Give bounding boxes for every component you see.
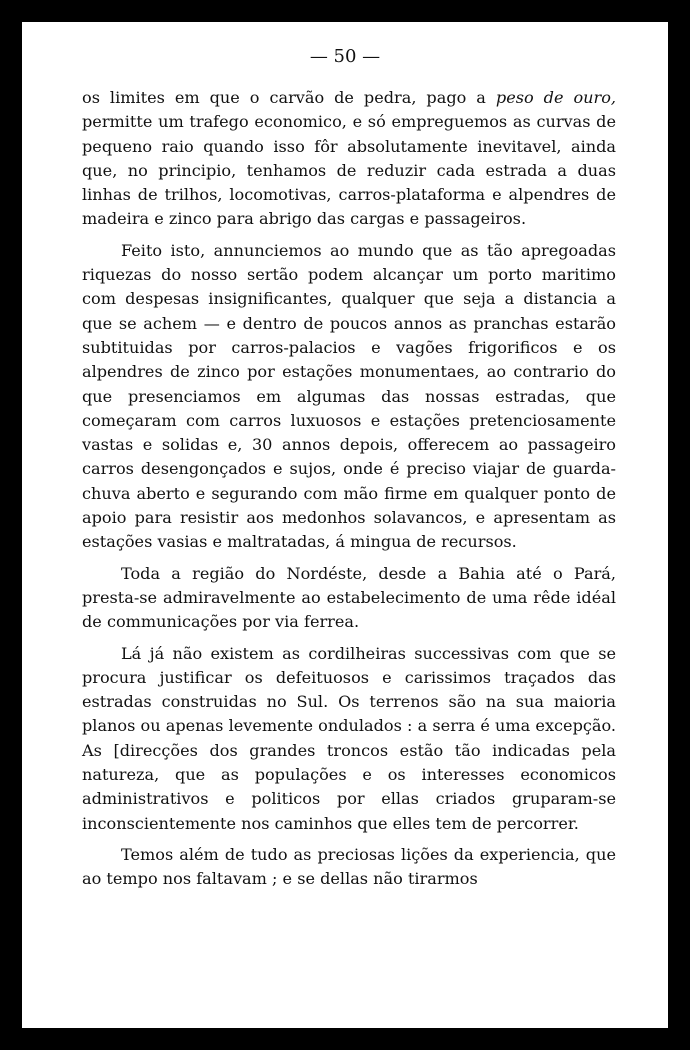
paragraph: Feito isto, annunciemos ao mundo que as tão apregoadas riquezas do nosso sertão podem alcançar um porto maritimo com despesas insignificantes, qualquer que seja a distancia a que se achem — e dentro de poucos annos as pranchas estarão subtituidas por carros-palacios e vagões frigorificos e os alpendres de zinco por estações monumentaes, ao contrario do que presenciamos em algumas das nossas estradas, que começaram com carros luxuosos e estações pretenciosamente vastas e solidas e, 30 annos depois, offerecem ao passageiro carros desengonçados e sujos, onde é preciso viajar de guarda-chuva aberto e segurando com mão firme em qualquer ponto de apoio para resistir aos medonhos solavancos, e apresentam as estações vasias e maltratadas, á mingua de recursos. bbox=[82, 240, 616, 552]
body-text bbox=[82, 86, 616, 892]
book-page bbox=[22, 22, 668, 1028]
paragraph: Temos além de tudo as preciosas lições da experiencia, que ao tempo nos faltavam ; e se dellas não tirarmos bbox=[82, 844, 616, 889]
paragraph-text: permitte um trafego economico, e só empreguemos as curvas de pequeno raio quando isso fôr absolutamente inevitavel, ainda que, no principio, tenhamos de reduzir cada estrada a duas linhas de trilhos, locomotivas, carros-plataforma e alpendres de madeira e zinco para abrigo das cargas e passageiros. bbox=[82, 112, 616, 229]
page-number: — 50 — bbox=[309, 46, 381, 67]
paragraph: Lá já não existem as cordilheiras successivas com que se procura justificar os defeituosos e carissimos traçados das estradas construidas no Sul. Os terrenos são na sua maioria planos ou apenas levemente ondulados : a serra é uma excepção. As [direcções dos grandes troncos estão tão indicadas pela natureza, que as populações e os interesses economicos administrativos e politicos por ellas criados gruparam-se inconscientemente nos caminhos que elles tem de percorrer. bbox=[82, 643, 616, 833]
paragraph bbox=[82, 86, 616, 232]
emphasis-text: peso de ouro, bbox=[495, 88, 617, 107]
paragraph-text: os limites em que o carvão de pedra, pago a bbox=[82, 88, 496, 107]
paragraph: Toda a região do Nordéste, desde a Bahia até o Pará, presta-se admiravelmente ao estabelecimento de uma rêde idéal de communicações por via ferrea. bbox=[82, 563, 616, 632]
